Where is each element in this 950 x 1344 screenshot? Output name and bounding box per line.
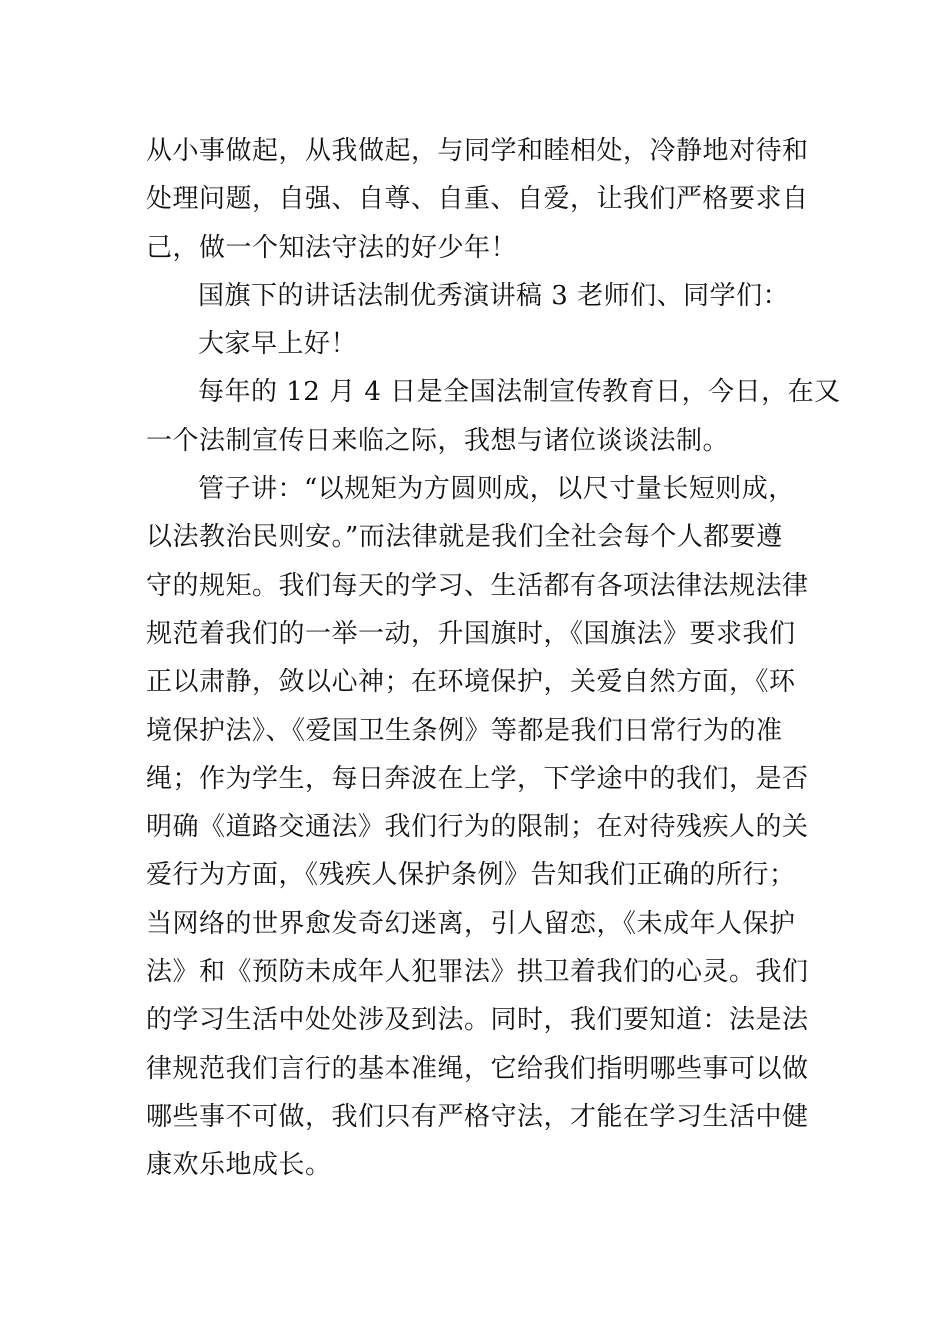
text-line: 绳；作为学生，每日奔波在上学，下学途中的我们，是否 <box>146 763 809 794</box>
text-line: 律规范我们言行的基本准绳，它给我们指明哪些事可以做 <box>146 1053 809 1084</box>
text-line: 国旗下的讲话法制优秀演讲稿 3 老师们、同学们： <box>198 280 790 311</box>
text-line: 哪些事不可做，我们只有严格守法，才能在学习生活中健 <box>146 1101 809 1132</box>
text-line: 正以肃静，敛以心神；在环境保护，关爱自然方面，《环 <box>146 667 796 698</box>
text-line: 从小事做起，从我做起，与同学和睦相处，冷静地对待和 <box>146 136 809 166</box>
text-line: 康欢乐地成长。 <box>146 1150 332 1181</box>
text-line: 大家早上好！ <box>198 329 358 360</box>
text-line: 的学习生活中处处涉及到法。同时，我们要知道：法是法 <box>146 1005 809 1036</box>
text-line: 每年的 12 月 4 日是全国法制宣传教育日，今日，在又 <box>198 377 841 408</box>
text-line: 一个法制宣传日来临之际，我想与诸位谈谈法制。 <box>146 425 730 456</box>
document-body <box>146 127 841 1190</box>
text-line: 爱行为方面，《残疾人保护条例》告知我们正确的所行； <box>146 860 796 891</box>
text-line: 法》和《预防未成年人犯罪法》拱卫着我们的心灵。我们 <box>146 957 809 988</box>
text-line: 规范着我们的一举一动，升国旗时，《国旗法》要求我们 <box>146 618 796 649</box>
text-line: 管子讲：“以规矩为方圆则成，以尺寸量长短则成， <box>198 474 795 505</box>
text-line: 处理问题，自强、自尊、自重、自爱，让我们严格要求自 <box>146 184 809 215</box>
text-line: 以法教治民则安。”而法律就是我们全社会每个人都要遵 <box>146 522 783 553</box>
text-line: 当网络的世界愈发奇幻迷离，引人留恋，《未成年人保护 <box>146 908 796 939</box>
text-line: 明确《道路交通法》我们行为的限制；在对待残疾人的关 <box>146 812 809 843</box>
text-line: 己，做一个知法守法的好少年！ <box>146 232 518 263</box>
text-line: 境保护法》、《爱国卫生条例》等都是我们日常行为的准 <box>146 715 783 746</box>
text-line: 守的规矩。我们每天的学习、生活都有各项法律法规法律 <box>146 570 809 601</box>
